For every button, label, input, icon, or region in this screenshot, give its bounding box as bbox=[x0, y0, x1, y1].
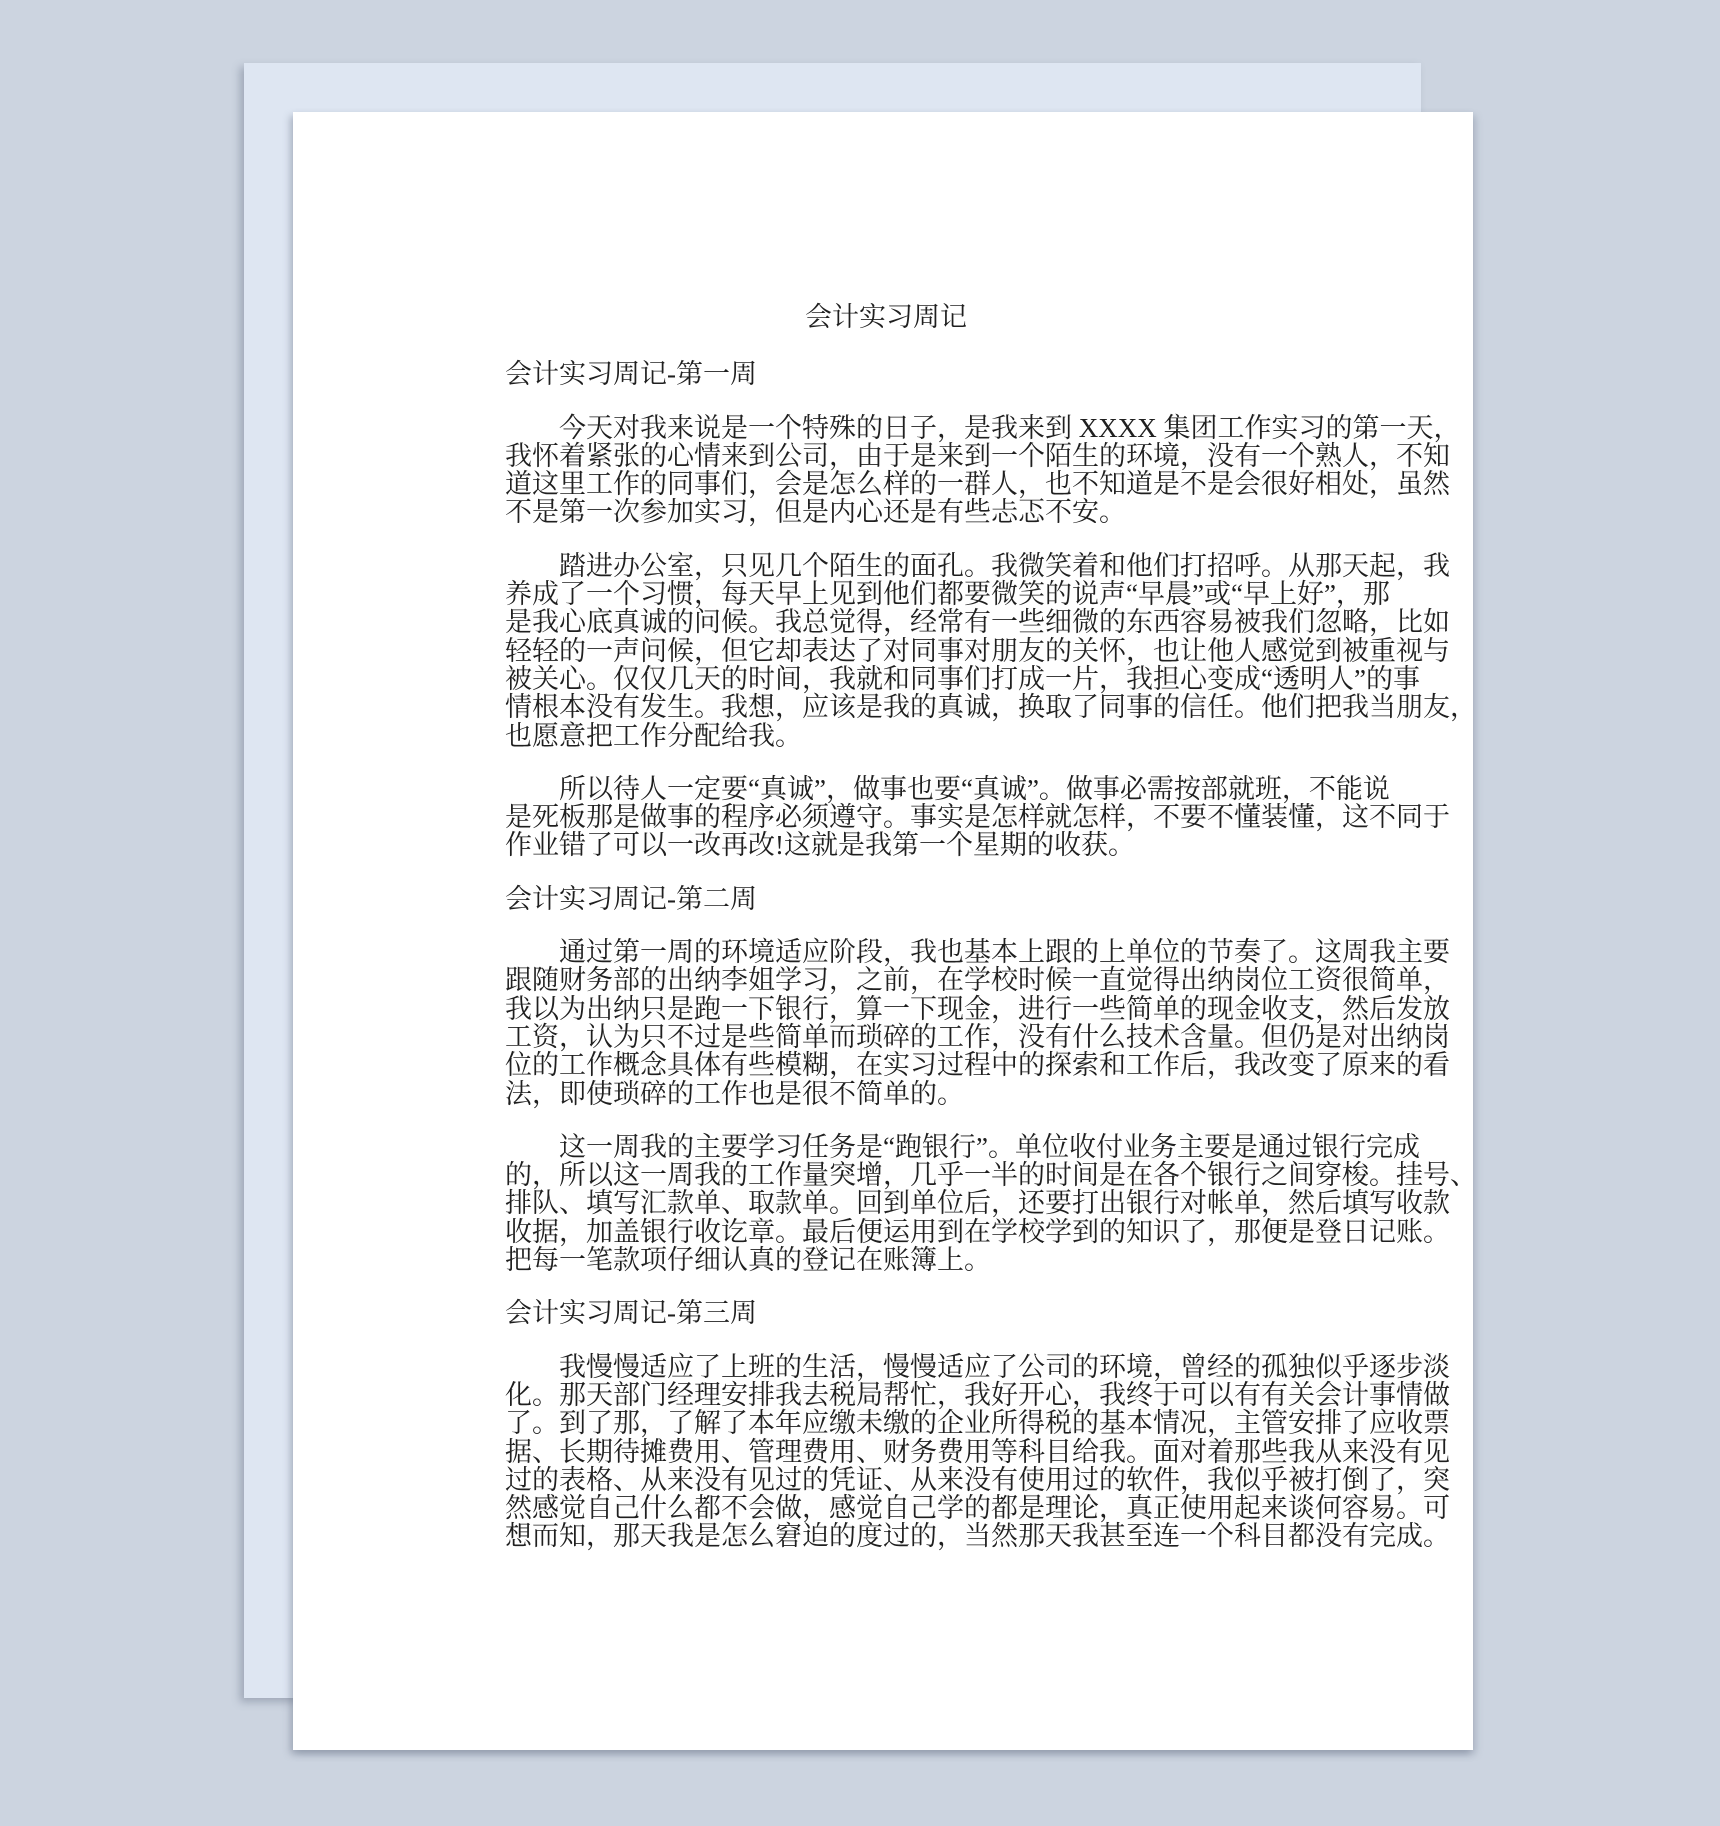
text-line: 然感觉自己什么都不会做，感觉自己学的都是理论，真正使用起来谈何容易。可 bbox=[505, 1493, 1450, 1524]
text-line: 这一周我的主要学习任务是“跑银行”。单位收付业务主要是通过银行完成 bbox=[559, 1131, 1420, 1162]
text-line: 被关心。仅仅几天的时间，我就和同事们打成一片，我担心变成“透明人”的事 bbox=[505, 663, 1420, 694]
text-line: 道这里工作的同事们，会是怎么样的一群人，也不知道是不是会很好相处，虽然 bbox=[505, 469, 1450, 500]
text-line: 踏进办公室，只见几个陌生的面孔。我微笑着和他们打招呼。从那天起，我 bbox=[559, 550, 1450, 581]
text-line: 想而知，那天我是怎么窘迫的度过的，当然那天我甚至连一个科目都没有完成。 bbox=[505, 1521, 1450, 1552]
text-line: 工资，认为只不过是些简单而琐碎的工作，没有什么技术含量。但仍是对出纳岗 bbox=[505, 1021, 1450, 1052]
paragraph bbox=[505, 937, 1450, 1109]
paragraph bbox=[505, 412, 1461, 528]
text-line: 排队、填写汇款单、取款单。回到单位后，还要打出银行对帐单，然后填写收款 bbox=[505, 1188, 1450, 1219]
text-line: 不是第一次参加实习，但是内心还是有些忐忑不安。 bbox=[505, 497, 1126, 528]
section-heading: 会计实习周记-第二周 bbox=[505, 883, 757, 914]
section-heading: 会计实习周记-第三周 bbox=[505, 1298, 757, 1329]
text-line: 化。那天部门经理安排我去税局帮忙，我好开心，我终于可以有有关会计事情做 bbox=[505, 1379, 1450, 1410]
text-line: 把每一笔款项仔细认真的登记在账簿上。 bbox=[505, 1245, 991, 1276]
text-line: 据、长期待摊费用、管理费用、财务费用等科目给我。面对着那些我从来没有见 bbox=[505, 1436, 1450, 1467]
text-line: 了。到了那，了解了本年应缴未缴的企业所得税的基本情况，主管安排了应收票 bbox=[505, 1408, 1450, 1439]
text-line: 是死板那是做事的程序必须遵守。事实是怎样就怎样，不要不懂装懂，这不同于 bbox=[505, 802, 1450, 833]
text-line: 过的表格、从来没有见过的凭证、从来没有使用过的软件，我似乎被打倒了，突 bbox=[505, 1464, 1450, 1495]
section-heading: 会计实习周记-第一周 bbox=[505, 359, 757, 390]
text-line: 法，即使琐碎的工作也是很不简单的。 bbox=[505, 1078, 964, 1109]
text-line: 跟随财务部的出纳李姐学习，之前，在学校时候一直觉得出纳岗位工资很简单， bbox=[505, 965, 1450, 996]
document-page bbox=[293, 112, 1477, 1750]
text-line: 作业错了可以一改再改!这就是我第一个星期的收获。 bbox=[505, 830, 1135, 861]
text-line: 位的工作概念具体有些模糊，在实习过程中的探索和工作后，我改变了原来的看 bbox=[505, 1050, 1450, 1081]
paragraph bbox=[505, 1351, 1450, 1552]
text-line: 我以为出纳只是跑一下银行，算一下现金，进行一些简单的现金收支，然后发放 bbox=[505, 993, 1450, 1024]
text-line: 养成了一个习惯，每天早上见到他们都要微笑的说声“早晨”或“早上好”，那 bbox=[505, 579, 1390, 610]
text-line: 情根本没有发生。我想，应该是我的真诚，换取了同事的信任。他们把我当朋友， bbox=[505, 692, 1477, 723]
text-line: 今天对我来说是一个特殊的日子，是我来到 XXXX 集团工作实习的第一天， bbox=[559, 412, 1461, 443]
text-line: 我怀着紧张的心情来到公司，由于是来到一个陌生的环境，没有一个熟人，不知 bbox=[505, 440, 1450, 471]
text-line: 也愿意把工作分配给我。 bbox=[505, 720, 802, 751]
document-body bbox=[505, 359, 1477, 1552]
text-line: 是我心底真诚的问候。我总觉得，经常有一些细微的东西容易被我们忽略，比如 bbox=[505, 607, 1450, 638]
text-line: 收据，加盖银行收讫章。最后便运用到在学校学到的知识了，那便是登日记账。 bbox=[505, 1216, 1450, 1247]
text-line: 我慢慢适应了上班的生活，慢慢适应了公司的环境，曾经的孤独似乎逐步淡 bbox=[559, 1351, 1450, 1382]
paragraph bbox=[505, 1131, 1477, 1276]
text-line: 的，所以这一周我的工作量突增，几乎一半的时间是在各个银行之间穿梭。挂号、 bbox=[505, 1160, 1477, 1191]
text-line: 轻轻的一声问候，但它却表达了对同事对朋友的关怀，也让他人感觉到被重视与 bbox=[505, 635, 1450, 666]
document-title: 会计实习周记 bbox=[805, 302, 967, 332]
text-line: 所以待人一定要“真诚”，做事也要“真诚”。做事必需按部就班，不能说 bbox=[559, 773, 1390, 804]
paragraph bbox=[505, 550, 1477, 751]
text-line: 通过第一周的环境适应阶段，我也基本上跟的上单位的节奏了。这周我主要 bbox=[559, 937, 1450, 968]
paragraph bbox=[505, 773, 1450, 861]
